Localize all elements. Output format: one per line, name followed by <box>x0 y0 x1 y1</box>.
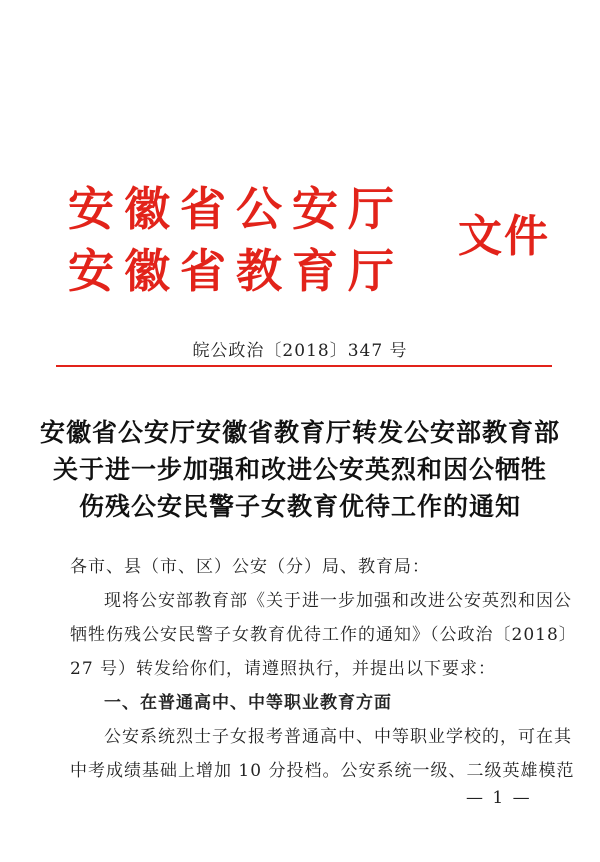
section-1-heading: 一、在普通高中、中等职业教育方面 <box>104 693 392 713</box>
issuer-public-security: 安徽省公安厅 <box>68 182 404 236</box>
document-number: 皖公政治〔2018〕347 号 <box>192 341 408 361</box>
paragraph-1-line-1: 现将公安部教育部《关于进一步加强和改进公安英烈和因公 <box>104 591 572 611</box>
issuer-education: 安徽省教育厅 <box>68 244 404 298</box>
page-number: — 1 — <box>466 788 532 808</box>
issuer-block <box>68 178 448 302</box>
title-line-1: 安徽省公安厅安徽省教育厅转发公安部教育部 <box>40 418 561 447</box>
document-type-label: 文件 <box>458 211 550 262</box>
paragraph-1-line-3: 27 号）转发给你们，请遵照执行，并提出以下要求： <box>70 659 497 679</box>
paragraph-2-line-1: 公安系统烈士子女报考普通高中、中等职业学校的，可在其 <box>104 727 572 747</box>
red-divider-line <box>56 365 552 367</box>
document-title <box>40 414 560 525</box>
paragraph-1-line-2: 牺牲伤残公安民警子女教育优待工作的通知》（公政治〔2018〕 <box>70 625 577 645</box>
document-body <box>70 550 577 788</box>
salutation: 各市、县（市、区）公安（分）局、教育局： <box>70 557 430 577</box>
title-line-2: 关于进一步加强和改进公安英烈和因公牺牲 <box>52 455 547 484</box>
title-line-3: 伤残公安民警子女教育优待工作的通知 <box>78 492 521 521</box>
paragraph-2-line-2: 中考成绩基础上增加 10 分投档。公安系统一级、二级英雄模范 <box>70 761 575 781</box>
